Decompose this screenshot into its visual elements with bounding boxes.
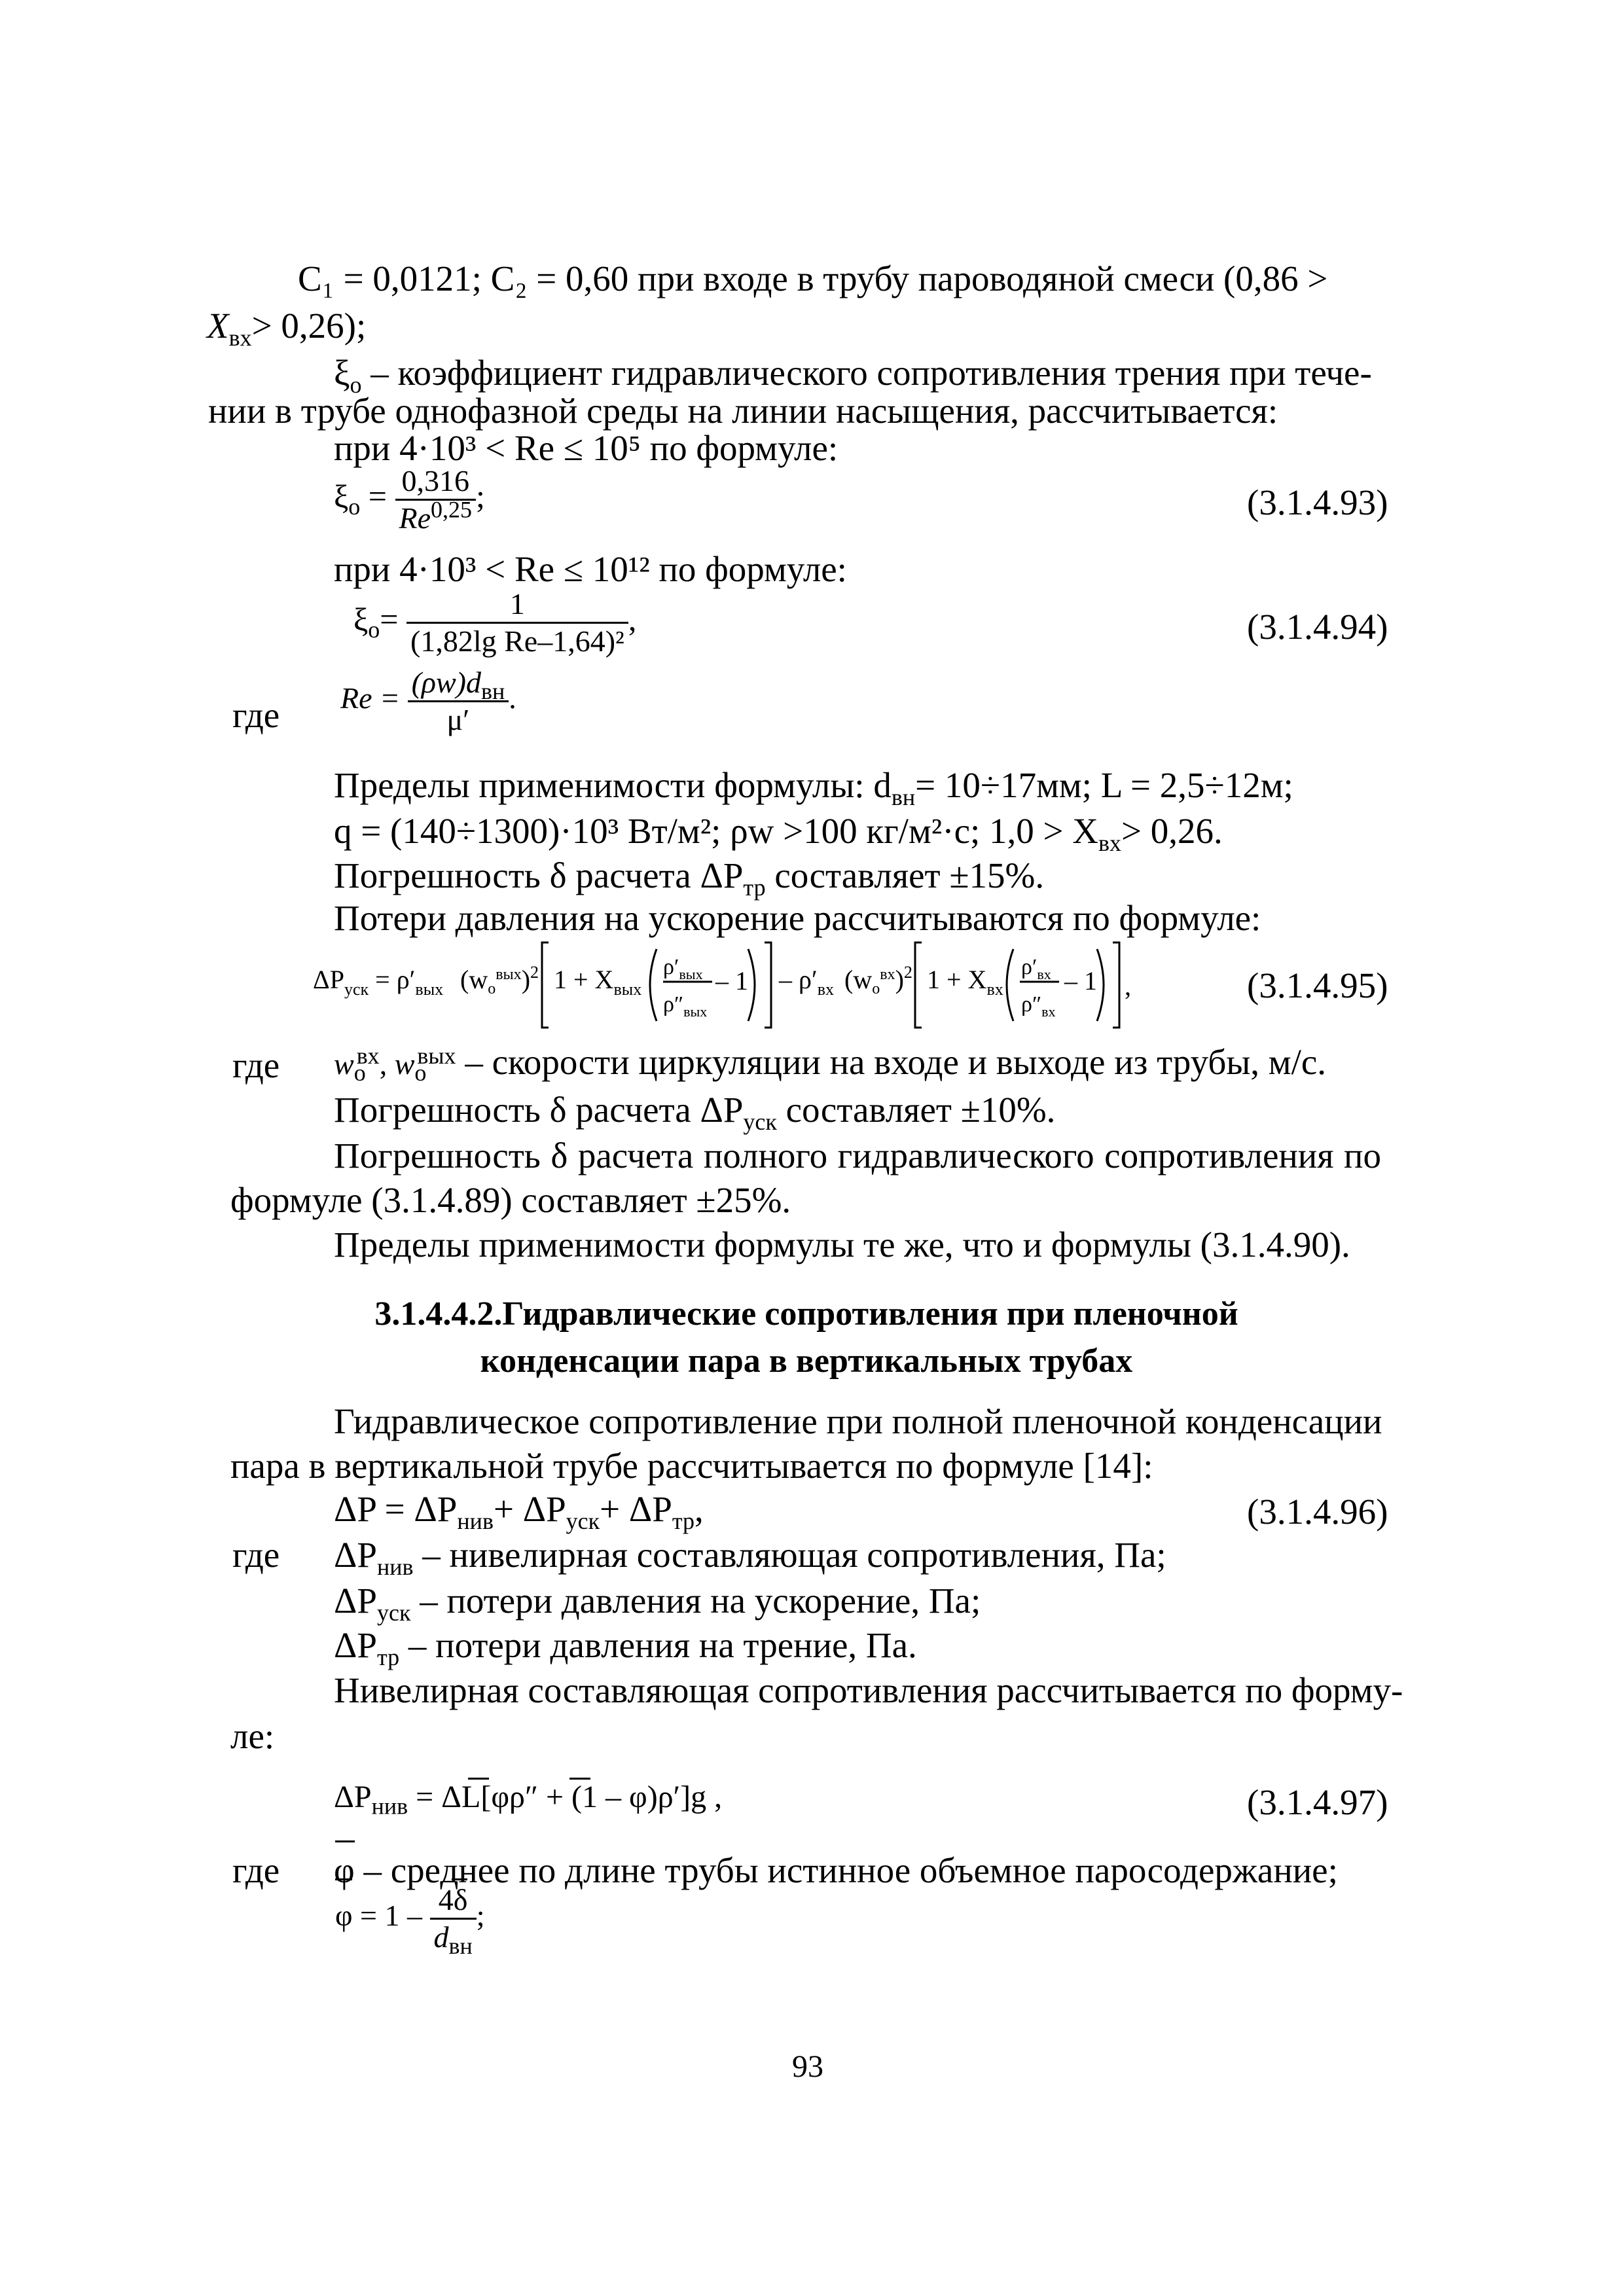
xi93-denominator bbox=[395, 496, 477, 535]
text-line-cond2 bbox=[334, 551, 847, 587]
formula-re bbox=[340, 668, 516, 735]
niv-intro-a-text: Нивелирная составляющая сопротивления рассчитывается по форму- bbox=[334, 1670, 1403, 1710]
def-usk-dp: ΔP bbox=[334, 1581, 377, 1621]
xi-def-cont-text: нии в трубе однофазной среды на линии насыщения, рассчитывается: bbox=[208, 391, 1278, 431]
text-line-def-tr bbox=[334, 1625, 917, 1670]
xi-def-text: – коэффициент гидравлического сопротивления трения при тече- bbox=[361, 353, 1372, 393]
intro-a-text: Гидравлическое сопротивление при полной пленочной конденсации bbox=[334, 1401, 1382, 1441]
minus-one-1: – 1 bbox=[715, 966, 748, 996]
err-tr-sub: тр bbox=[743, 874, 766, 901]
text-line-err-usk bbox=[334, 1090, 1056, 1135]
eqnum-94: (3.1.4.94) bbox=[1247, 607, 1388, 647]
re-lhs: Re = bbox=[340, 681, 401, 715]
text-line-err-tr bbox=[334, 855, 1045, 901]
formula-xi-94: $\xi_o=$ $\frac{1}{\text{(1,82lg Re–1,64)²}}$ , bbox=[353, 587, 637, 658]
formula-dp-total bbox=[334, 1489, 704, 1534]
def-usk-text: – потери давления на ускорение, Па; bbox=[410, 1581, 981, 1621]
text-line-limits-same bbox=[334, 1227, 1350, 1263]
cond1-text: при 4·10³ < Re ≤ 10⁵ по формуле: bbox=[334, 428, 839, 468]
text-line-def-usk bbox=[334, 1581, 981, 1626]
niv-intro-b-text: ле: bbox=[230, 1716, 275, 1756]
eqnum-96: (3.1.4.96) bbox=[1247, 1492, 1388, 1532]
text-line-w-def bbox=[334, 1042, 1327, 1086]
phi-lhs-overbar bbox=[335, 1878, 352, 1880]
limits1-tail: = 10÷17мм; L = 2,5÷12м; bbox=[915, 765, 1293, 805]
text-line-def-niv bbox=[334, 1535, 1166, 1580]
xi-subscript: o bbox=[350, 372, 362, 398]
err-usk-text: Погрешность δ расчета ΔP bbox=[334, 1090, 744, 1130]
text-line-c1c2 bbox=[298, 260, 1327, 296]
xi-symbol: ξ bbox=[334, 353, 350, 393]
phi-numerator: 4δ bbox=[438, 1883, 468, 1916]
x-symbol: X bbox=[207, 306, 229, 346]
intro-b-text: пара в вертикальной трубе рассчитывается по формуле [14]: bbox=[230, 1446, 1153, 1486]
limits1-text: Пределы применимости формулы: d bbox=[334, 765, 892, 805]
xi93-lhs-sub: o bbox=[348, 493, 361, 520]
err-full-a-text: Погрешность δ расчета полного гидравлического сопротивления по bbox=[334, 1136, 1381, 1175]
eq96-a: ΔP = ΔP bbox=[334, 1489, 458, 1529]
def-tr-sub: тр bbox=[376, 1644, 400, 1670]
def-niv-dp: ΔP bbox=[334, 1535, 377, 1575]
eq97-lhs: ΔP bbox=[334, 1780, 372, 1814]
phi-def-overbar bbox=[335, 1840, 355, 1842]
xi93-semicolon: ; bbox=[476, 477, 485, 514]
accel-intro-text: Потери давления на ускорение рассчитываются по формуле: bbox=[334, 898, 1261, 938]
section-heading-line-2: конденсации пара в вертикальных трубах bbox=[480, 1342, 1133, 1380]
text-line-limits2 bbox=[334, 811, 1223, 856]
def-niv-sub: нив bbox=[376, 1554, 414, 1580]
err-full-b-text: формуле (3.1.4.89) составляет ±25%. bbox=[230, 1180, 791, 1220]
minus-rho-in: – $\rho'_{вх}$ bbox=[779, 965, 834, 999]
eq96-sub-usk: уск bbox=[566, 1508, 600, 1534]
eq96-comma: , bbox=[695, 1489, 704, 1529]
xi93-lhs: ξ bbox=[334, 477, 349, 514]
limits2-tail: > 0,26. bbox=[1121, 811, 1223, 851]
one-plus-xout: $1 + X_{вых}$ bbox=[554, 965, 642, 999]
cond2-text: при 4·10³ < Re ≤ 10¹² по формуле: bbox=[334, 549, 847, 589]
err-usk-sub: уск bbox=[743, 1109, 777, 1135]
page-number: 93 bbox=[792, 2049, 823, 2084]
eqnum-93: (3.1.4.93) bbox=[1247, 482, 1388, 522]
phi-overbar-1 bbox=[468, 1778, 489, 1780]
xi93-den-re: Re bbox=[399, 501, 431, 535]
phi-lhs: φ = 1 – bbox=[335, 1899, 422, 1933]
def-tr-text: – потери давления на трение, Па. bbox=[399, 1625, 917, 1665]
eq96-sub-tr: тр bbox=[672, 1508, 695, 1534]
re-numerator bbox=[408, 666, 509, 705]
phi-fraction bbox=[430, 1883, 477, 1960]
re-num-sub: вн bbox=[480, 678, 505, 705]
xi94-numerator: 1 bbox=[509, 587, 525, 620]
formula-dp-niv bbox=[334, 1780, 723, 1820]
text-line-niv-intro-a bbox=[334, 1670, 1403, 1710]
dp-usk-lhs: $\Delta P_{уск} = \rho'_{вых}$ bbox=[313, 965, 444, 999]
err-usk-tail: составляет ±10%. bbox=[776, 1090, 1056, 1130]
xvx-tail: > 0,26); bbox=[251, 306, 367, 346]
phi-den-d: d bbox=[433, 1920, 449, 1954]
minus-one-2: – 1 bbox=[1064, 966, 1097, 996]
re-dot: . bbox=[509, 681, 516, 715]
re-num-text: (ρw)d bbox=[411, 666, 481, 699]
eqnum-95: (3.1.4.95) bbox=[1247, 965, 1388, 1005]
section-heading bbox=[230, 1291, 1382, 1385]
limits2-text: q = (140÷1300)·10³ Вт/м²; ρw >100 кг/м²·с; 1,0 > X bbox=[334, 811, 1098, 851]
w-out-term: $(w_o^{вых})^2$ bbox=[460, 963, 539, 997]
xi94-lhs-sub: o bbox=[368, 616, 380, 643]
def-usk-sub: уск bbox=[376, 1600, 411, 1626]
phi-semicolon: ; bbox=[476, 1899, 485, 1933]
text-line-limits1 bbox=[334, 765, 1293, 810]
w-def-text: – скорости циркуляции на входе и выходе из трубы, м/с. bbox=[456, 1042, 1327, 1082]
c1c2-text: C₁ = 0,0121; C₂ = 0,60 при входе в трубу пароводяной смеси (0,86 > bbox=[298, 259, 1328, 298]
err-tr-tail: составляет ±15%. bbox=[765, 855, 1045, 895]
re-fraction bbox=[408, 668, 509, 735]
x-subscript: вх bbox=[228, 325, 252, 351]
w-in-term: $(w_o^{вх})^2$ bbox=[844, 963, 912, 997]
formula-dp-usk-svg bbox=[313, 929, 1229, 1034]
xi94-lhs: ξ bbox=[353, 600, 369, 637]
eq97-lhs-sub: нив bbox=[371, 1793, 408, 1820]
delta-overbar bbox=[452, 1878, 467, 1880]
eq96-sub-niv: нив bbox=[457, 1508, 494, 1534]
formula-phi bbox=[335, 1883, 485, 1960]
label-gde-3: где bbox=[232, 1535, 280, 1575]
eq95-comma: , bbox=[1125, 971, 1131, 1001]
text-line-err-full-b bbox=[230, 1182, 791, 1218]
xi93-den-sup: 0,25 bbox=[431, 496, 473, 523]
eq96-c: + ΔP bbox=[600, 1489, 672, 1529]
eqnum-97: (3.1.4.97) bbox=[1247, 1782, 1388, 1822]
limits1-sub: вн bbox=[891, 784, 916, 810]
limits2-sub: вх bbox=[1098, 830, 1121, 856]
eq97-rhs: = ΔL[φρ″ + (1 – φ)ρ′]g , bbox=[408, 1780, 723, 1814]
label-gde-1: где bbox=[232, 695, 280, 735]
xi93-fraction bbox=[395, 466, 477, 533]
one-plus-xin: $1 + X_{вх}$ bbox=[927, 965, 1003, 999]
xi93-numerator: 0,316 bbox=[401, 464, 469, 497]
text-line-niv-intro-b bbox=[230, 1718, 274, 1754]
text-line-xvx bbox=[207, 306, 367, 351]
label-gde-4: где bbox=[232, 1850, 280, 1890]
label-gde-2: где bbox=[232, 1045, 280, 1085]
def-niv-text: – нивелирная составляющая сопротивления, Па; bbox=[413, 1535, 1166, 1575]
rho-out-ratio-den: $\rho''_{вых}$ bbox=[663, 992, 708, 1020]
formula-xi-93: $\xi_o$ = $\frac{0,316}{Re^{0,25}}$ ; bbox=[334, 464, 485, 535]
xi94-comma: , bbox=[628, 600, 637, 637]
eq96-b: + ΔP bbox=[493, 1489, 566, 1529]
phi-overbar-2 bbox=[569, 1778, 590, 1780]
section-heading-line-1: 3.1.4.4.2.Гидравлические сопротивления при пленочной bbox=[374, 1295, 1238, 1333]
xi94-fraction bbox=[406, 589, 628, 656]
rho-in-ratio-den: $\rho''_{вх}$ bbox=[1021, 992, 1056, 1020]
text-line-xi-def bbox=[334, 353, 1381, 398]
text-line-cond1 bbox=[334, 430, 838, 466]
def-tr-dp: ΔP bbox=[334, 1625, 377, 1665]
text-line-intro-a bbox=[334, 1403, 1381, 1439]
phi-denominator bbox=[430, 1918, 477, 1960]
limits-same-text: Пределы применимости формулы те же, что и формулы (3.1.4.90). bbox=[334, 1225, 1350, 1265]
text-line-xi-def-cont bbox=[208, 393, 1278, 429]
w-symbols: $w_o^{вх}$, $w_o^{вых}$ bbox=[334, 1042, 456, 1086]
re-denominator: μ′ bbox=[408, 700, 509, 735]
phi-den-sub: вн bbox=[448, 1933, 473, 1960]
text-line-err-full-a bbox=[334, 1138, 1381, 1174]
err-tr-text: Погрешность δ расчета ΔP bbox=[334, 855, 744, 895]
formula-dp-usk bbox=[313, 929, 1229, 1034]
xi94-denominator: (1,82lg Re–1,64)² bbox=[406, 622, 628, 656]
rho-out-ratio-num: $\rho'_{вых}$ bbox=[663, 955, 703, 982]
text-line-phi-def bbox=[334, 1852, 1338, 1888]
text-line-intro-b bbox=[230, 1448, 1153, 1484]
phi-def-text: φ – среднее по длине трубы истинное объемное паросодержание; bbox=[334, 1850, 1338, 1890]
rho-in-ratio-num: $\rho'_{вх}$ bbox=[1021, 955, 1051, 982]
